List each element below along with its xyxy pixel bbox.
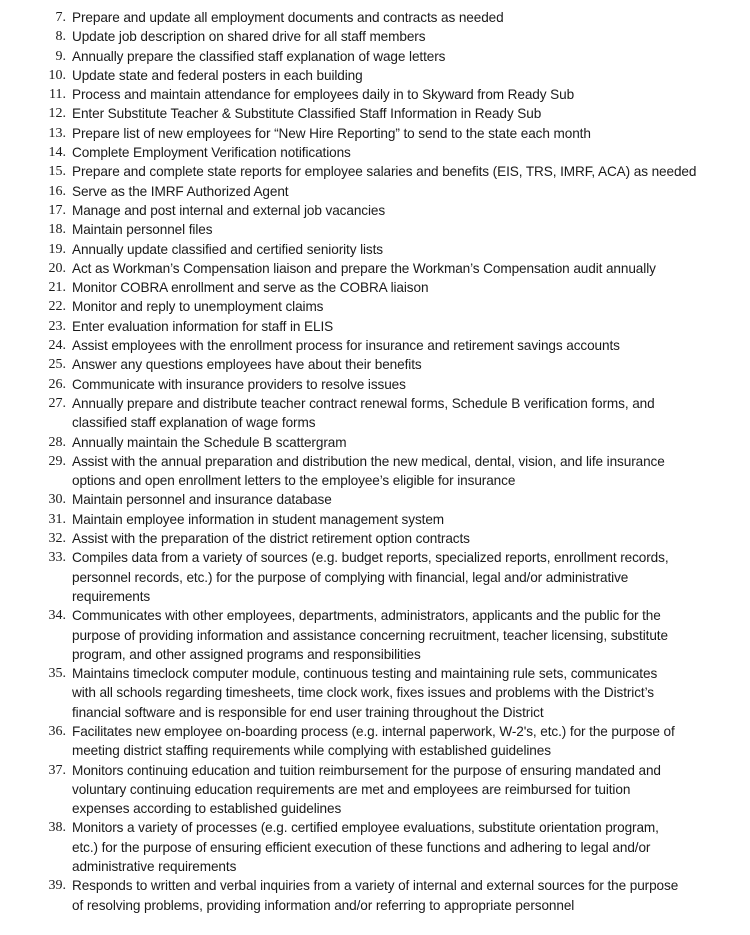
list-item-number: 16. [48,183,66,199]
list-item [0,452,750,491]
list-item-text-line: Responds to written and verbal inquiries from a variety of internal and external sources for the purpose [72,878,679,894]
list-item-number: 36. [48,723,66,739]
list-item-number: 11. [49,87,66,103]
list-item-text-line: Annually maintain the Schedule B scattergram [72,434,347,450]
list-item-text-line: classified staff explanation of wage forms [72,415,316,431]
list-item-text [72,278,738,297]
list-item-text-line: Answer any questions employees have about their benefits [72,357,422,373]
list-item-text [72,143,738,162]
list-item [0,259,750,278]
list-item-text-line: of resolving problems, providing information and/or referring to appropriate personnel [72,897,575,913]
list-item-text [72,336,738,355]
list-item-text-line: administrative requirements [72,859,237,875]
list-item-number: 8. [55,29,66,45]
list-item-text-line: requirements [72,588,151,604]
list-item [0,278,750,297]
list-item-number: 21. [48,280,66,296]
list-item-text [72,47,738,66]
list-item [0,375,750,394]
list-item-number: 32. [48,531,66,547]
list-item [0,66,750,85]
list-item-text-line: Assist with the preparation of the district retirement option contracts [72,531,470,547]
list-item-text-line: Annually prepare the classified staff explanation of wage letters [72,48,446,64]
list-item-number: 29. [48,453,66,469]
list-item-number: 37. [48,762,66,778]
list-item-text [72,85,738,104]
list-item-number: 23. [48,318,66,334]
list-item-text [72,355,738,374]
list-item [0,8,750,27]
list-item-text-line: financial software and is responsible for end user training throughout the District [72,704,544,720]
list-item-text [72,664,738,722]
duties-list [0,8,750,915]
list-item-text-line: voluntary continuing education requirements are met and employees are reimbursed for tuition [72,781,631,797]
list-item [0,722,750,761]
list-item-text-line: Enter Substitute Teacher & Substitute Classified Staff Information in Ready Sub [72,106,542,122]
list-item-text-line: Maintains timeclock computer module, continuous testing and maintaining rule sets, communicates [72,666,658,682]
list-item-number: 28. [48,434,66,450]
list-item-text-line: expenses according to established guidelines [72,801,342,817]
list-item-number: 27. [48,395,66,411]
list-item-text [72,297,738,316]
list-item-text-line: meeting district staffing requirements while complying with established guidelines [72,743,551,759]
list-item [0,201,750,220]
list-item-text [72,433,738,452]
list-item-number: 17. [48,202,66,218]
list-item [0,355,750,374]
list-item-text [72,510,738,529]
list-item-text-line: Annually update classified and certified seniority lists [72,241,383,257]
list-item-number: 10. [48,67,66,83]
list-item-text-line: Update state and federal posters in each building [72,67,363,83]
list-item-number: 24. [48,338,66,354]
list-item [0,433,750,452]
list-item-number: 26. [48,376,66,392]
list-item-text [72,490,738,509]
list-item [0,529,750,548]
list-item [0,162,750,181]
list-item [0,317,750,336]
list-item [0,143,750,162]
list-item-text-line: Prepare and complete state reports for employee salaries and benefits (EIS, TRS, IMRF, ACA) as needed [72,164,697,180]
list-item-text [72,375,738,394]
list-item-text-line: Communicate with insurance providers to resolve issues [72,376,406,392]
list-item [0,85,750,104]
list-item-text-line: Process and maintain attendance for employees daily in to Skyward from Ready Sub [72,87,575,103]
list-item-text-line: Manage and post internal and external job vacancies [72,202,386,218]
list-item-number: 22. [48,299,66,315]
list-item-text [72,104,738,123]
list-item-text [72,876,738,915]
list-item-text [72,529,738,548]
list-item-text [72,182,738,201]
list-item [0,394,750,433]
list-item-text-line: Annually prepare and distribute teacher contract renewal forms, Schedule B verification forms, and [72,395,655,411]
list-item-number: 39. [48,878,66,894]
list-item [0,47,750,66]
list-item [0,606,750,664]
list-item-number: 25. [48,357,66,373]
list-item-text-line: Maintain employee information in student management system [72,511,444,527]
list-item-number: 31. [48,511,66,527]
list-item-text [72,27,738,46]
list-item-number: 9. [55,48,66,64]
list-item-text-line: Compiles data from a variety of sources (e.g. budget reports, specialized reports, enrollment records, [72,550,669,566]
list-item-text [72,317,738,336]
list-item-number: 18. [48,222,66,238]
list-item [0,297,750,316]
list-item-text-line: Enter evaluation information for staff in ELIS [72,318,334,334]
list-item [0,27,750,46]
list-item-text [72,162,738,181]
list-item-text-line: personnel records, etc.) for the purpose of complying with financial, legal and/or administrative [72,569,629,585]
list-item-text [72,394,738,433]
list-item [0,182,750,201]
list-item-text-line: Monitor and reply to unemployment claims [72,299,324,315]
list-item-text [72,220,738,239]
list-item-text [72,818,738,876]
list-item-number: 33. [48,550,66,566]
list-item-text-line: Facilitates new employee on-boarding process (e.g. internal paperwork, W-2's, etc.) for the purpose of [72,723,675,739]
list-item-text-line: etc.) for the purpose of ensuring efficient execution of these functions and adhering to legal and/or [72,839,651,855]
list-item-text [72,124,738,143]
list-item-text [72,240,738,259]
list-item-text-line: Monitors continuing education and tuition reimbursement for the purpose of ensuring mandated and [72,762,661,778]
list-item-text-line: Monitor COBRA enrollment and serve as the COBRA liaison [72,280,429,296]
list-item-text-line: Serve as the IMRF Authorized Agent [72,183,289,199]
list-item-text-line: Maintain personnel files [72,222,213,238]
list-item-text-line: Update job description on shared drive for all staff members [72,29,426,45]
list-item-number: 35. [48,666,66,682]
list-item-text-line: Prepare list of new employees for “New Hire Reporting” to send to the state each month [72,125,591,141]
list-item-number: 12. [48,106,66,122]
list-item-text-line: Assist employees with the enrollment process for insurance and retirement savings accounts [72,338,620,354]
list-item-text [72,66,738,85]
list-item-text [72,259,738,278]
list-item [0,240,750,259]
list-item-text-line: Act as Workman’s Compensation liaison and prepare the Workman’s Compensation audit annually [72,260,656,276]
list-item-text-line: Communicates with other employees, departments, administrators, applicants and the public for the [72,608,661,624]
list-item-text-line: with all schools regarding timesheets, time clock work, fixes issues and problems with the District’s [72,685,654,701]
list-item-text-line: Maintain personnel and insurance database [72,492,332,508]
list-item-text-line: options and open enrollment letters to the employee’s eligible for insurance [72,473,516,489]
list-item-text [72,761,738,819]
list-item-number: 19. [48,241,66,257]
list-item-text-line: Monitors a variety of processes (e.g. certified employee evaluations, substitute orientation program, [72,820,659,836]
list-item-text-line: Complete Employment Verification notifications [72,145,351,161]
list-item [0,876,750,915]
list-item-text [72,606,738,664]
list-item-text-line: Prepare and update all employment documents and contracts as needed [72,10,504,25]
list-item-text [72,201,738,220]
list-item-number: 13. [48,125,66,141]
list-item-number: 7. [55,10,66,25]
list-item-number: 15. [48,164,66,180]
list-item [0,104,750,123]
list-item-text-line: Assist with the annual preparation and distribution the new medical, dental, vision, and life insurance [72,453,665,469]
list-item [0,220,750,239]
list-item [0,664,750,722]
list-item-number: 20. [48,260,66,276]
list-item-text-line: purpose of providing information and assistance concerning recruitment, teacher licensing, substitute [72,627,668,643]
list-item-text [72,8,738,27]
list-item-number: 14. [48,145,66,161]
list-item [0,761,750,819]
list-item-number: 34. [48,608,66,624]
list-item-number: 30. [48,492,66,508]
list-item-number: 38. [48,820,66,836]
list-item [0,818,750,876]
list-item-text [72,722,738,761]
list-item [0,336,750,355]
list-item-text [72,452,738,491]
list-item [0,548,750,606]
list-item-text-line: program, and other assigned programs and responsibilities [72,646,421,662]
list-item [0,124,750,143]
list-item [0,510,750,529]
list-item [0,490,750,509]
list-item-text [72,548,738,606]
